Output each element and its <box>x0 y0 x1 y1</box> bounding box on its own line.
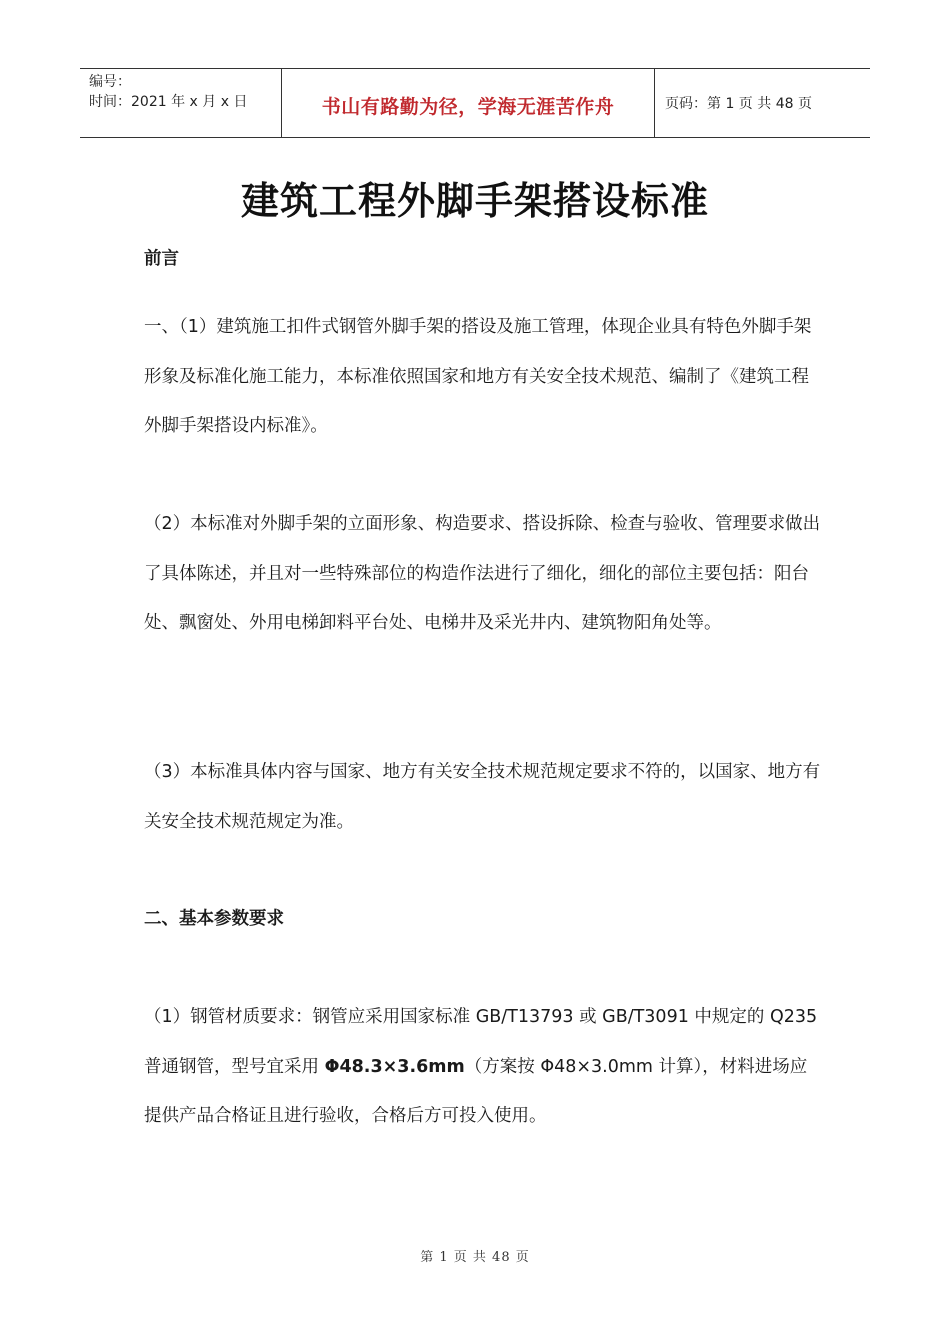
document-number-label: 编号： <box>89 74 131 90</box>
paragraph-4-pipe-spec: Φ48.3×3.6mm <box>324 1056 465 1077</box>
header-meta-cell <box>80 69 281 137</box>
paragraph-1: 一、（1）建筑施工扣件式钢管外脚手架的搭设及施工管理，体现企业具有特色外脚手架形象及标准化施工能力，本标准依照国家和地方有关安全技术规范、编制了《建筑工程外脚手架搭设内标准》。 <box>144 317 812 436</box>
paragraph-4-text-before: （1）钢管材质要求：钢管应采用国家标准 GB/T13793 或 GB/T3091 中规定的 Q235 普通钢管，型号宜采用 <box>144 1007 818 1077</box>
paragraph-4 <box>144 993 824 1142</box>
header-table <box>80 68 870 138</box>
paragraph-3: （3）本标准具体内容与国家、地方有关安全技术规范规定要求不符的，以国家、地方有关安全技术规范规定为准。 <box>144 762 821 832</box>
header-motto: 书山有路勤为径，学海无涯苦作舟 <box>281 69 655 137</box>
document-date-label: 时间：2021 年 x 月 x 日 <box>89 94 248 110</box>
paragraph-2: （2）本标准对外脚手架的立面形象、构造要求、搭设拆除、检查与验收、管理要求做出了具体陈述，并且对一些特殊部位的构造作法进行了细化，细化的部位主要包括：阳台处、飘窗处、外用电梯卸料平台处、电梯井及采光井内、建筑物阳角处等。 <box>144 514 821 633</box>
paragraph-4-text-after: （方案按 Φ48×3.0mm 计算），材料进场应提供产品合格证且进行验收，合格后方可投入使用。 <box>144 1056 808 1126</box>
preface-heading: 前言 <box>144 249 179 269</box>
header-page-info: 页码：第 1 页 共 48 页 <box>665 96 812 112</box>
section-2-heading: 二、基本参数要求 <box>144 909 284 929</box>
page-footer: 第 1 页 共 48 页 <box>420 1250 530 1265</box>
document-title: 建筑工程外脚手架搭设标准 <box>240 179 709 223</box>
